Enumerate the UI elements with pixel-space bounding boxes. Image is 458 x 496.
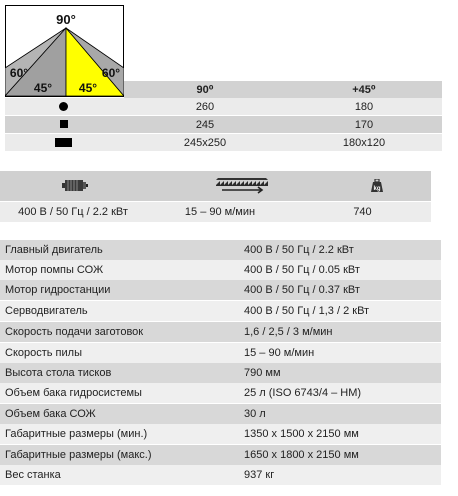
capacity-rectangle-90: 245x250 <box>183 137 227 149</box>
capacity-header-row <box>5 81 442 98</box>
spec-value: 400 В / 50 Гц / 0.05 кВт <box>244 264 360 276</box>
spec-label: Главный двигатель <box>5 244 103 256</box>
spec-row <box>0 404 441 424</box>
capacity-row-square <box>5 116 442 133</box>
spec-value: 400 В / 50 Гц / 0.37 кВт <box>244 284 360 296</box>
spec-row <box>0 445 441 465</box>
capacity-header-90: 90⁰ <box>196 84 214 96</box>
saw-speed-value: 15 – 90 м/мин <box>184 206 256 218</box>
capacity-row-round <box>5 98 442 115</box>
angle-left-outer-label: 60° <box>9 66 29 80</box>
capacity-round-45: 180 <box>354 101 374 113</box>
spec-row <box>0 301 441 321</box>
weight-kg-label: kg <box>373 186 381 192</box>
spec-label: Высота стола тисков <box>5 367 112 379</box>
spec-row <box>0 343 441 363</box>
spec-label: Мотор гидростанции <box>5 284 111 296</box>
angle-right-outer-label: 60° <box>101 66 121 80</box>
angle-left-inner-label: 45° <box>33 81 53 95</box>
capacity-round-90: 260 <box>195 101 215 113</box>
capacity-rectangle-45: 180x120 <box>342 137 386 149</box>
saw-blade-icon <box>214 177 270 195</box>
rectangle-icon <box>55 138 72 147</box>
feature-icon-strip <box>0 171 431 201</box>
spec-row <box>0 424 441 444</box>
motor-value: 400 В / 50 Гц / 2.2 кВт <box>18 206 128 218</box>
capacity-row-rectangle <box>5 134 442 151</box>
spec-label: Скорость пилы <box>5 347 82 359</box>
round-icon <box>59 102 68 111</box>
spec-label: Габаритные размеры (мин.) <box>5 428 148 440</box>
capacity-square-90: 245 <box>195 119 215 131</box>
spec-value: 25 л (ISO 6743/4 – HM) <box>244 387 362 399</box>
spec-row <box>0 383 441 403</box>
spec-value: 400 В / 50 Гц / 1,3 / 2 кВт <box>244 305 370 317</box>
motor-icon <box>62 178 88 193</box>
spec-value: 937 кг <box>244 469 275 481</box>
feature-values-row <box>0 202 431 222</box>
spec-value: 30 л <box>244 408 266 420</box>
spec-value: 1350 х 1500 х 2150 мм <box>244 428 359 440</box>
angle-right-inner-label: 45° <box>78 81 98 95</box>
spec-label: Вес станка <box>5 469 61 481</box>
angle-top-label: 90° <box>56 12 76 27</box>
spec-label: Серводвигатель <box>5 305 88 317</box>
spec-value: 1,6 / 2,5 / 3 м/мин <box>244 326 333 338</box>
spec-value: 1650 х 1800 х 2150 мм <box>244 449 359 461</box>
spec-row <box>0 240 441 260</box>
spec-row <box>0 322 441 342</box>
spec-label: Скорость подачи заготовок <box>5 326 144 338</box>
spec-value: 790 мм <box>244 367 281 379</box>
spec-row <box>0 465 441 485</box>
spec-value: 15 – 90 м/мин <box>244 347 315 359</box>
spec-label: Габаритные размеры (макс.) <box>5 449 152 461</box>
spec-row <box>0 363 441 383</box>
spec-row <box>0 260 441 280</box>
spec-value: 400 В / 50 Гц / 2.2 кВт <box>244 244 354 256</box>
spec-label: Объем бака СОЖ <box>5 408 96 420</box>
spec-label: Объем бака гидросистемы <box>5 387 142 399</box>
square-icon <box>60 120 68 128</box>
capacity-header-45: +45⁰ <box>352 84 376 96</box>
weight-value: 740 <box>353 206 372 218</box>
capacity-square-45: 170 <box>354 119 374 131</box>
spec-row <box>0 280 441 300</box>
weight-kg-icon <box>371 179 383 192</box>
spec-label: Мотор помпы СОЖ <box>5 264 104 276</box>
